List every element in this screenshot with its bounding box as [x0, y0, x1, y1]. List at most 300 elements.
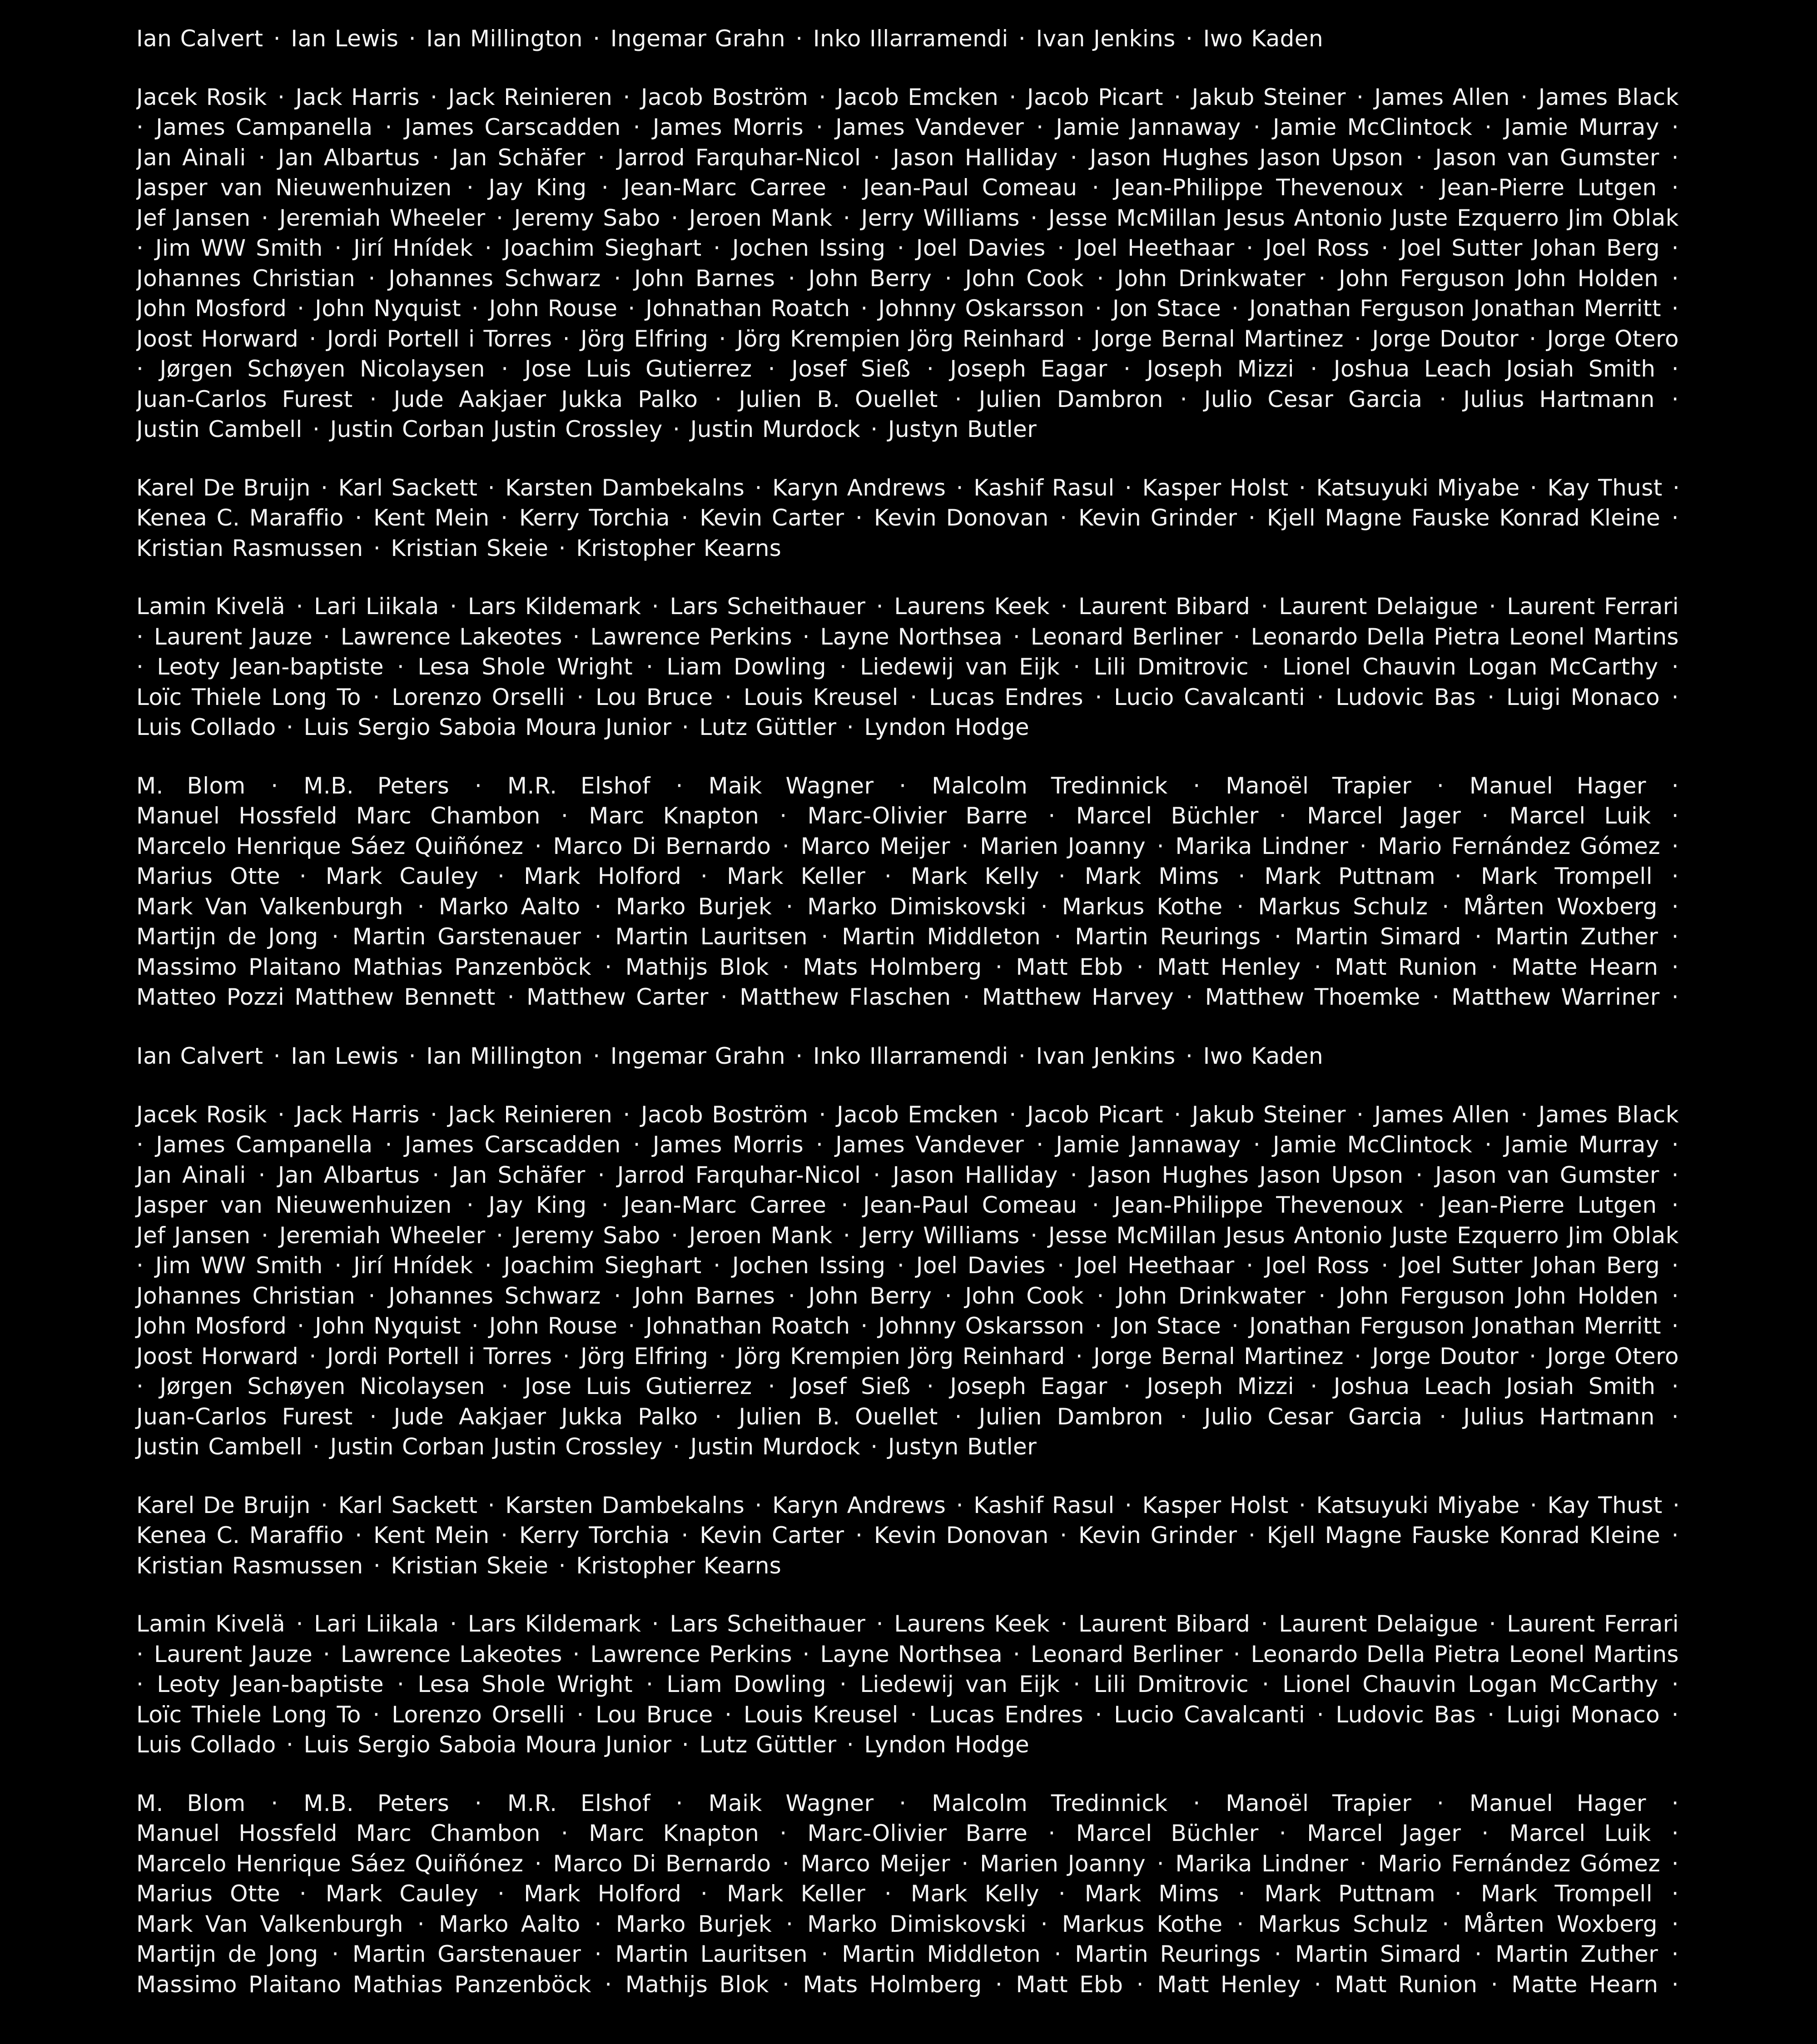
credit-name: Martin Lauritsen	[615, 1941, 808, 1967]
name-separator: ·	[1047, 235, 1075, 261]
name-separator: ·	[1307, 684, 1334, 710]
name-separator: ·	[268, 84, 294, 110]
credit-name: Martijn de Jong	[136, 1941, 318, 1967]
credit-name: Kevin Carter	[700, 1522, 844, 1548]
credit-name: Jörg Krempien Jörg Reinhard	[736, 1343, 1065, 1369]
name-separator: ·	[794, 1641, 819, 1667]
name-separator: ·	[834, 204, 859, 231]
credit-name: Iwo Kaden	[1203, 25, 1324, 52]
credit-name: Kevin Carter	[700, 505, 844, 531]
credit-name: Jamie McClintock	[1272, 1131, 1473, 1158]
credit-name: Luis Collado	[136, 714, 276, 740]
name-separator: ·	[1242, 1131, 1271, 1158]
name-separator: ·	[357, 265, 387, 292]
credit-name: Karyn Andrews	[772, 474, 946, 501]
credit-name: Joost Horward	[136, 1343, 299, 1369]
credit-name: Jasper van Nieuwenhuizen	[136, 174, 452, 201]
credit-name: Martin Simard	[1295, 923, 1461, 950]
name-separator: ·	[441, 1611, 466, 1637]
credit-name: Kenea C. Maraffio	[136, 505, 344, 531]
name-separator: ·	[809, 1941, 840, 1967]
credit-name: Martin Reurings	[1075, 923, 1261, 950]
credit-name: Julien Dambron	[978, 1403, 1163, 1430]
credit-name: Jarrod Farquhar-Nicol	[617, 1161, 861, 1188]
credit-name: Mario Fernández Gómez	[1378, 833, 1661, 859]
name-separator: ·	[1463, 923, 1494, 950]
credit-name: Jason van Gumster	[1435, 144, 1659, 171]
credit-name: Joachim Sieghart	[503, 1252, 702, 1279]
credit-name: Lutz Güttler	[699, 714, 837, 740]
credit-name: Markus Kothe	[1062, 1910, 1223, 1937]
name-separator: ·	[475, 1252, 502, 1279]
credit-name: Matte Hearn	[1511, 953, 1658, 980]
name-separator: ·	[777, 1282, 807, 1309]
credit-name: Jack Harris	[295, 1101, 420, 1128]
name-separator: ·	[1405, 1161, 1434, 1188]
credit-name: James Black	[1538, 1101, 1679, 1128]
name-separator: ·	[282, 863, 324, 889]
name-separator: ·	[487, 1373, 523, 1399]
credit-name: Lucio Cavalcanti	[1114, 684, 1306, 710]
name-separator: ·	[314, 1641, 339, 1667]
name-separator: ·	[912, 356, 948, 382]
credit-name: Kristian Skeie	[391, 535, 549, 561]
name-separator: ·	[497, 984, 525, 1010]
name-separator: ·	[754, 1373, 790, 1399]
credit-name: Karsten Dambekalns	[505, 1492, 745, 1518]
name-separator: ·	[1345, 325, 1370, 352]
credit-name: Jay King	[488, 1192, 587, 1218]
credit-name: Justin Cambell	[136, 1434, 303, 1460]
credit-name: M.R. Elshof	[507, 1790, 650, 1816]
name-separator: ·	[480, 863, 522, 889]
name-separator: ·	[1662, 505, 1679, 531]
name-separator: ·	[136, 623, 152, 650]
credit-name: Jan Albartus	[278, 1161, 420, 1188]
name-separator: ·	[754, 356, 790, 382]
name-separator: ·	[422, 144, 450, 171]
name-separator: ·	[1656, 386, 1679, 412]
credit-name: Jeremiah Wheeler	[279, 1222, 486, 1249]
credit-name: Jean-Paul Comeau	[863, 174, 1077, 201]
name-separator: ·	[643, 1611, 668, 1637]
credit-name: James Morris	[652, 114, 804, 140]
credit-name: Matthew Flaschen	[740, 984, 951, 1010]
name-separator: ·	[761, 803, 806, 829]
credit-name: Jean-Pierre Lutgen	[1440, 1192, 1657, 1218]
credit-name: Laurent Delaigue	[1279, 1611, 1479, 1637]
credit-name: Lawrence Lakeotes	[340, 623, 562, 650]
credit-name: Ivan Jenkins	[1036, 25, 1176, 52]
name-separator: ·	[453, 1192, 487, 1218]
credit-name: Martin Zuther	[1495, 1941, 1658, 1967]
credits-column-bottom	[136, 1041, 1681, 2002]
credits-group-i	[136, 0, 1681, 54]
credit-name: Jose Luis Gutierrez	[524, 356, 752, 382]
name-separator: ·	[1021, 204, 1047, 231]
name-separator: ·	[421, 84, 447, 110]
credits-group-i-repeat	[136, 1041, 1681, 1072]
credit-name: Jacob Emcken	[837, 1101, 999, 1128]
credit-name: Marius Otte	[136, 1880, 281, 1907]
name-separator: ·	[1520, 325, 1545, 352]
credit-name: Josef Sieß	[791, 1373, 911, 1399]
credits-group-m	[136, 771, 1681, 1013]
name-separator: ·	[777, 265, 807, 292]
name-separator: ·	[933, 1282, 963, 1309]
name-separator: ·	[887, 235, 914, 261]
name-separator: ·	[265, 1043, 289, 1069]
credits-group-l	[136, 591, 1681, 743]
credits-column-top	[136, 0, 1681, 1013]
credit-name: Marco Meijer	[800, 1850, 950, 1877]
credit-name: Jeremy Sabo	[514, 204, 660, 231]
name-separator: ·	[312, 474, 337, 501]
credit-name: Marcel Büchler	[1076, 1820, 1259, 1846]
credit-name: Luis Sergio Saboia Moura Junior	[303, 1731, 672, 1758]
name-separator: ·	[1345, 1343, 1370, 1369]
credit-name: Jonathan Ferguson Jonathan Merritt	[1249, 295, 1661, 322]
name-separator: ·	[582, 1910, 614, 1937]
credit-name: Kjell Magne Fauske Konrad Kleine	[1266, 1522, 1661, 1548]
credit-name: Lars Kildemark	[467, 593, 641, 620]
name-separator: ·	[136, 654, 155, 680]
name-separator: ·	[1165, 386, 1202, 412]
credit-name: Martin Simard	[1295, 1941, 1461, 1967]
name-separator: ·	[710, 1343, 735, 1369]
credit-name: Mark Trompell	[1480, 1880, 1653, 1907]
credit-name: Joel Sutter Johan Berg	[1400, 235, 1660, 261]
credit-name: Jamie McClintock	[1272, 114, 1473, 140]
credit-name: Lou Bruce	[596, 684, 713, 710]
credit-name: Martin Middleton	[842, 923, 1041, 950]
name-separator: ·	[1262, 1941, 1293, 1967]
credit-name: John Barnes	[634, 265, 775, 292]
name-separator: ·	[1477, 1701, 1504, 1728]
credit-name: Lars Kildemark	[467, 1611, 641, 1637]
credit-name: Loïc Thiele Long To	[136, 684, 361, 710]
name-separator: ·	[875, 1790, 930, 1816]
name-separator: ·	[983, 1971, 1014, 1998]
name-separator: ·	[1085, 1701, 1112, 1728]
credit-name: Kristopher Kearns	[576, 535, 782, 561]
name-separator: ·	[1654, 1880, 1679, 1907]
name-separator: ·	[1663, 1313, 1679, 1339]
credit-name: Laurens Keek	[894, 1611, 1050, 1637]
name-separator: ·	[1028, 1910, 1060, 1937]
credit-name: Manuel Hager	[1469, 1790, 1647, 1816]
credit-name: Jacob Boström	[640, 1101, 809, 1128]
name-separator: ·	[662, 1222, 687, 1249]
credit-name: Liedewij van Eijk	[860, 1671, 1060, 1697]
credit-name: Kerry Torchia	[519, 1522, 670, 1548]
credit-name: Laurent Jauze	[154, 1641, 313, 1667]
name-separator: ·	[1221, 863, 1263, 889]
credit-name: Ingemar Grahn	[610, 1043, 786, 1069]
name-separator: ·	[1085, 684, 1112, 710]
credit-name: M.R. Elshof	[507, 772, 650, 799]
credit-name: Jacek Rosik	[136, 84, 267, 110]
name-separator: ·	[1010, 25, 1034, 52]
name-separator: ·	[487, 356, 523, 382]
name-separator: ·	[1252, 593, 1277, 620]
credit-name: Markus Kothe	[1062, 893, 1223, 920]
credit-name: James Carscadden	[404, 114, 621, 140]
name-separator: ·	[952, 1850, 978, 1877]
credit-name: Jordi Portell i Torres	[327, 325, 552, 352]
name-separator: ·	[136, 356, 158, 382]
name-separator: ·	[863, 144, 891, 171]
credits-group-j	[136, 82, 1681, 445]
credit-name: John Nyquist	[315, 295, 461, 322]
name-separator: ·	[1521, 1492, 1546, 1518]
credit-name: Lorenzo Orselli	[392, 684, 565, 710]
credit-name: Kashif Rasul	[973, 1492, 1115, 1518]
name-separator: ·	[1480, 593, 1505, 620]
name-separator: ·	[354, 386, 392, 412]
name-separator: ·	[939, 386, 977, 412]
credit-name: Kjell Magne Fauske Konrad Kleine	[1266, 505, 1661, 531]
credit-name: Julius Hartmann	[1463, 1403, 1655, 1430]
credit-name: Julius Hartmann	[1463, 386, 1655, 412]
credit-name: Marcel Jager	[1307, 803, 1461, 829]
credit-name: Jørgen Schøyen Nicolaysen	[159, 1373, 485, 1399]
credit-name: Ivan Jenkins	[1036, 1043, 1176, 1069]
name-separator: ·	[710, 984, 738, 1010]
credit-name: Lou Bruce	[596, 1701, 713, 1728]
credit-name: Lari Liikala	[314, 593, 439, 620]
name-separator: ·	[887, 1252, 914, 1279]
name-separator: ·	[582, 893, 614, 920]
credit-name: Ingemar Grahn	[610, 25, 786, 52]
name-separator: ·	[700, 1403, 737, 1430]
credit-name: Matt Runion	[1335, 1971, 1478, 1998]
name-separator: ·	[320, 923, 351, 950]
credit-name: Marko Dimiskovski	[807, 1910, 1027, 1937]
name-separator: ·	[614, 84, 639, 110]
credit-name: Matthew Carter	[526, 984, 709, 1010]
name-separator: ·	[1028, 893, 1060, 920]
name-separator: ·	[1656, 1403, 1679, 1430]
name-separator: ·	[614, 1101, 639, 1128]
credit-name: Kenea C. Maraffio	[136, 1522, 344, 1548]
name-separator: ·	[400, 1043, 425, 1069]
credit-name: Jamie Jannaway	[1056, 1131, 1241, 1158]
credit-name: Jacob Picart	[1027, 84, 1163, 110]
credit-name: Marko Aalto	[438, 1910, 581, 1937]
credit-name: Manoël Trapier	[1226, 1790, 1412, 1816]
name-separator: ·	[451, 1790, 506, 1816]
credit-name: John Berry	[808, 1282, 932, 1309]
credit-name: Jorge Bernal Martinez	[1093, 325, 1344, 352]
name-separator: ·	[862, 1434, 886, 1460]
name-separator: ·	[846, 1522, 872, 1548]
name-separator: ·	[1480, 1611, 1505, 1637]
name-separator: ·	[1660, 953, 1679, 980]
name-separator: ·	[1116, 1492, 1141, 1518]
credit-name: Kashif Rasul	[973, 474, 1115, 501]
credit-name: Lucas Endres	[928, 1701, 1083, 1728]
name-separator: ·	[1477, 684, 1504, 710]
credit-name: Jan Albartus	[278, 144, 420, 171]
credit-name: Joel Ross	[1265, 1252, 1370, 1279]
credit-name: Layne Northsea	[820, 1641, 1003, 1667]
credit-name: Justin Corban Justin Crossley	[330, 416, 663, 442]
credit-name: Marco Di Bernardo	[553, 833, 771, 859]
name-separator: ·	[1052, 1611, 1077, 1637]
name-separator: ·	[584, 25, 609, 52]
credit-name: Jan Ainali	[136, 1161, 246, 1188]
name-separator: ·	[1059, 1161, 1088, 1188]
name-separator: ·	[593, 1971, 624, 1998]
credit-name: Marko Burjek	[616, 1910, 772, 1937]
credit-name: Jamie Murray	[1504, 114, 1659, 140]
name-separator: ·	[1479, 953, 1510, 980]
name-separator: ·	[1026, 114, 1054, 140]
name-separator: ·	[862, 416, 886, 442]
credit-name: Kristopher Kearns	[576, 1552, 782, 1579]
name-separator: ·	[1660, 1671, 1679, 1697]
credit-name: Jörg Elfring	[581, 1343, 709, 1369]
credit-name: Lorenzo Orselli	[392, 1701, 565, 1728]
name-separator: ·	[1260, 1820, 1306, 1846]
name-separator: ·	[1224, 1641, 1249, 1667]
name-separator: ·	[1430, 1910, 1462, 1937]
name-separator: ·	[1658, 1192, 1679, 1218]
credit-name: Julio Cesar Garcia	[1204, 1403, 1423, 1430]
credit-name: Mario Fernández Gómez	[1378, 1850, 1661, 1877]
credit-name: Luigi Monaco	[1506, 684, 1660, 710]
name-separator: ·	[1050, 1522, 1077, 1548]
credit-name: Jude Aakjaer Jukka Palko	[393, 1403, 698, 1430]
credit-name: John Rouse	[489, 1313, 618, 1339]
name-separator: ·	[1307, 1701, 1334, 1728]
credit-name: Lutz Güttler	[699, 1731, 837, 1758]
name-separator: ·	[1043, 1941, 1073, 1967]
credit-name: Mark Cauley	[325, 1880, 479, 1907]
credit-name: Massimo Plaitano Mathias Panzenböck	[136, 1971, 591, 1998]
credit-name: Ludovic Bas	[1335, 684, 1476, 710]
name-separator: ·	[587, 144, 616, 171]
name-separator: ·	[810, 1101, 835, 1128]
credit-name: Leonardo Della Pietra Leonel Martins	[1251, 1641, 1679, 1667]
credit-name: Lamin Kivelä	[136, 1611, 286, 1637]
name-separator: ·	[1250, 1671, 1281, 1697]
name-separator: ·	[324, 1252, 352, 1279]
credit-name: James Allen	[1374, 1101, 1510, 1128]
credit-name: Mathijs Blok	[625, 1971, 769, 1998]
name-separator: ·	[700, 386, 737, 412]
name-separator: ·	[1424, 386, 1462, 412]
credit-name: Lesa Shole Wright	[417, 1671, 633, 1697]
credit-name: Laurent Ferrari	[1507, 1611, 1679, 1637]
credit-name: Jordi Portell i Torres	[327, 1343, 552, 1369]
name-separator: ·	[1662, 1252, 1679, 1279]
credit-name: Karyn Andrews	[772, 1492, 946, 1518]
name-separator: ·	[1512, 1101, 1537, 1128]
name-separator: ·	[805, 114, 834, 140]
name-separator: ·	[602, 1282, 633, 1309]
name-separator: ·	[1223, 1313, 1248, 1339]
name-separator: ·	[1463, 1941, 1494, 1967]
credit-name: Jan Ainali	[136, 144, 246, 171]
name-separator: ·	[422, 1161, 450, 1188]
name-separator: ·	[867, 1880, 909, 1907]
name-separator: ·	[664, 1434, 689, 1460]
credit-name: John Nyquist	[315, 1313, 461, 1339]
credit-name: James Campanella	[156, 1131, 373, 1158]
credits-group-m-repeat	[136, 1788, 1681, 2002]
name-separator: ·	[671, 1522, 698, 1548]
credit-name: John Mosford	[136, 1313, 287, 1339]
credit-name: Mathijs Blok	[625, 953, 769, 980]
name-separator: ·	[1224, 893, 1256, 920]
credit-name: John Rouse	[489, 295, 618, 322]
name-separator: ·	[1661, 1131, 1679, 1158]
name-separator: ·	[554, 325, 579, 352]
credit-name: Jon Stace	[1112, 1313, 1221, 1339]
name-separator: ·	[405, 1910, 437, 1937]
credit-name: Ian Lewis	[291, 25, 399, 52]
name-separator: ·	[1405, 174, 1439, 201]
credit-name: Joost Horward	[136, 325, 299, 352]
credit-name: James Carscadden	[404, 1131, 621, 1158]
credit-name: Mark Trompell	[1480, 863, 1653, 889]
credit-name: John Cook	[965, 1282, 1084, 1309]
name-separator: ·	[602, 265, 633, 292]
credit-name: Matt Ebb	[1016, 1971, 1123, 1998]
credit-name: James Vandever	[835, 114, 1024, 140]
name-separator: ·	[715, 684, 742, 710]
name-separator: ·	[374, 1131, 403, 1158]
credit-name: Manuel Hossfeld Marc Chambon	[136, 1820, 541, 1846]
name-separator: ·	[761, 1820, 806, 1846]
credit-name: Malcolm Tredinnick	[932, 772, 1168, 799]
credit-name: Manoël Trapier	[1226, 772, 1412, 799]
credit-name: Kay Thust	[1547, 474, 1663, 501]
credit-name: Mark Keller	[726, 1880, 866, 1907]
credit-name: Jerry Williams	[861, 1222, 1020, 1249]
name-separator: ·	[643, 593, 668, 620]
name-separator: ·	[1109, 1373, 1145, 1399]
name-separator: ·	[479, 474, 504, 501]
name-separator: ·	[362, 684, 390, 710]
credit-name: Marko Burjek	[616, 893, 772, 920]
credit-name: Jörg Elfring	[581, 325, 709, 352]
name-separator: ·	[1662, 1701, 1679, 1728]
name-separator: ·	[1663, 295, 1679, 322]
credit-name: Jirí Hnídek	[353, 1252, 473, 1279]
credit-name: Jason Hughes Jason Upson	[1089, 1161, 1404, 1188]
credit-name: Ian Millington	[426, 1043, 583, 1069]
credit-name: Leonard Berliner	[1030, 623, 1223, 650]
name-separator: ·	[1062, 1671, 1092, 1697]
name-separator: ·	[1026, 1131, 1054, 1158]
credit-name: Jacob Picart	[1027, 1101, 1163, 1128]
name-separator: ·	[136, 1671, 155, 1697]
credit-name: Juan-Carlos Furest	[136, 1403, 353, 1430]
credit-name: Joshua Leach Josiah Smith	[1333, 1373, 1656, 1399]
name-separator: ·	[1661, 144, 1679, 171]
name-separator: ·	[1059, 144, 1088, 171]
name-separator: ·	[265, 25, 289, 52]
name-separator: ·	[1177, 1043, 1201, 1069]
name-separator: ·	[1147, 1850, 1174, 1877]
credit-name: Jochen Issing	[732, 235, 886, 261]
credit-name: Matt Henley	[1157, 953, 1301, 980]
credit-name: Kristian Rasmussen	[136, 535, 363, 561]
credit-name: Luis Collado	[136, 1731, 276, 1758]
